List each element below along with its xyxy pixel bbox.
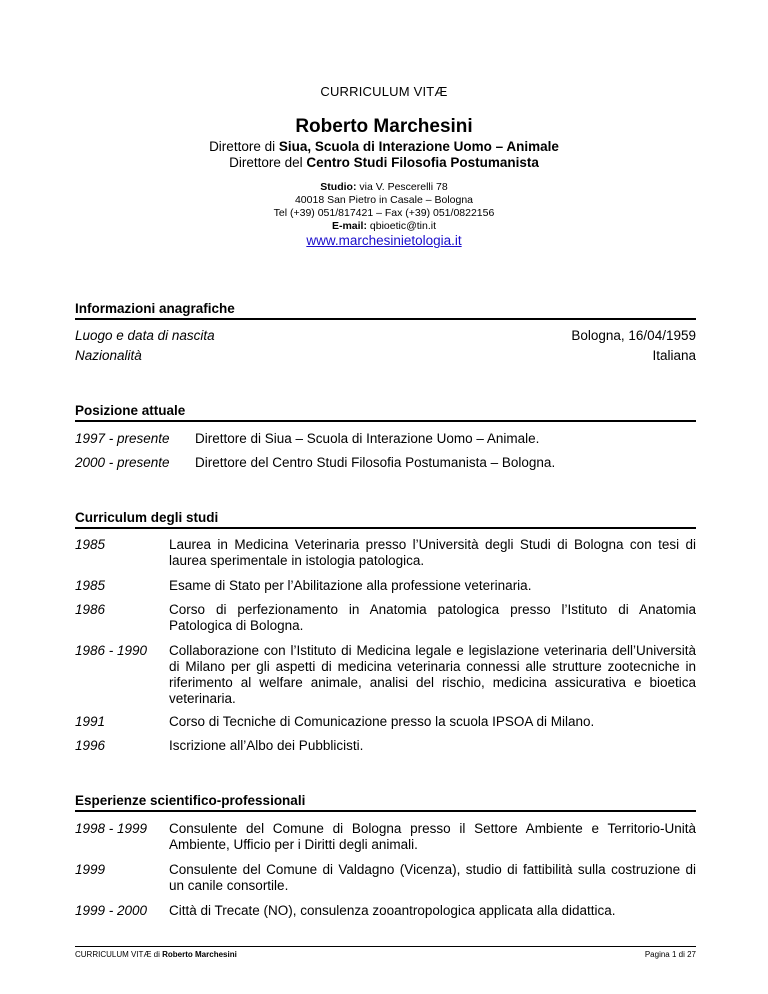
study-text: Laurea in Medicina Veterinaria presso l’Università degli Studi di Bologna con tesi di laurea sperimentale in istologia patologica. xyxy=(169,537,696,568)
info-label: Luogo e data di nascita xyxy=(75,328,215,343)
study-text: Collaborazione con l’Istituto di Medicina legale e legislazione veterinaria dell’Università di Milano per gli aspetti di medicina veterinaria connessi alle strutture zootecniche in riferimento al welfare animale, analisi del rischio, medicina assicurativa e bioetica veterinaria. xyxy=(169,643,696,706)
experience-date: 1998 - 1999 xyxy=(75,821,148,836)
footer-left xyxy=(75,950,237,959)
studio-label: Studio: xyxy=(320,181,357,193)
study-text: Corso di Tecniche di Comunicazione presso la scuola IPSOA di Milano. xyxy=(169,714,595,729)
study-text: Iscrizione all’Albo dei Pubblicisti. xyxy=(169,738,364,753)
experience-date: 1999 xyxy=(75,862,106,877)
study-date: 1996 xyxy=(75,738,106,753)
email-label: E-mail: xyxy=(331,220,367,232)
person-name: Roberto Marchesini xyxy=(295,116,473,137)
position-date: 2000 - presente xyxy=(75,455,170,470)
section-title-studi: Curriculum degli studi xyxy=(75,510,696,529)
role-line-1 xyxy=(0,139,768,154)
phone-fax: Tel (+39) 051/817421 – Fax (+39) 051/0822156 xyxy=(273,207,495,219)
footer-left-name: Roberto Marchesini xyxy=(162,950,237,959)
footer-left-prefix: CURRICULUM VITÆ di xyxy=(75,950,163,959)
address-line: 40018 San Pietro in Casale – Bologna xyxy=(294,194,474,206)
info-value: Italiana xyxy=(652,348,696,363)
website-link[interactable]: www.marchesinietologia.it xyxy=(306,233,462,248)
info-label: Nazionalità xyxy=(75,348,142,363)
role2-prefix: Direttore del xyxy=(229,155,303,170)
study-text: Corso di perfezionamento in Anatomia patologica presso l’Istituto di Anatomia Patologica di Bologna. xyxy=(169,602,696,633)
experience-date: 1999 - 2000 xyxy=(75,903,148,918)
section-title-anagrafiche: Informazioni anagrafiche xyxy=(75,301,696,320)
section-title-posizione: Posizione attuale xyxy=(75,403,696,422)
studio-address xyxy=(0,181,768,193)
document-heading: CURRICULUM VITÆ xyxy=(320,84,448,99)
study-date: 1986 xyxy=(75,602,106,617)
position-date: 1997 - presente xyxy=(75,431,170,446)
study-text: Esame di Stato per l’Abilitazione alla professione veterinaria. xyxy=(169,578,532,593)
email xyxy=(0,220,768,232)
experience-text: Città di Trecate (NO), consulenza zooantropologica applicata alla didattica. xyxy=(169,903,616,918)
study-date: 1991 xyxy=(75,714,106,729)
footer-divider xyxy=(75,946,696,947)
position-text: Direttore di Siua – Scuola di Interazione Uomo – Animale. xyxy=(195,431,540,446)
email-value: qbioetic@tin.it xyxy=(366,220,437,232)
experience-text: Consulente del Comune di Valdagno (Vicenza), studio di fattibilità sulla costruzione di un canile consortile. xyxy=(169,862,696,893)
study-date: 1986 - 1990 xyxy=(75,643,148,658)
studio-value: via V. Pescerelli 78 xyxy=(356,181,448,193)
role-line-2 xyxy=(0,155,768,170)
study-date: 1985 xyxy=(75,537,106,552)
info-value: Bologna, 16/04/1959 xyxy=(571,328,696,343)
position-text: Direttore del Centro Studi Filosofia Postumanista – Bologna. xyxy=(195,455,556,470)
experience-text: Consulente del Comune di Bologna presso il Settore Ambiente e Territorio-Unità Ambiente, Ufficio per i Diritti degli animali. xyxy=(169,821,696,852)
role2-organization: Centro Studi Filosofia Postumanista xyxy=(306,155,539,170)
role1-prefix: Direttore di xyxy=(209,139,276,154)
role1-organization: Siua, Scuola di Interazione Uomo – Animale xyxy=(278,139,559,154)
page-number: Pagina 1 di 27 xyxy=(644,950,696,959)
section-title-esperienze: Esperienze scientifico-professionali xyxy=(75,793,696,812)
study-date: 1985 xyxy=(75,578,106,593)
